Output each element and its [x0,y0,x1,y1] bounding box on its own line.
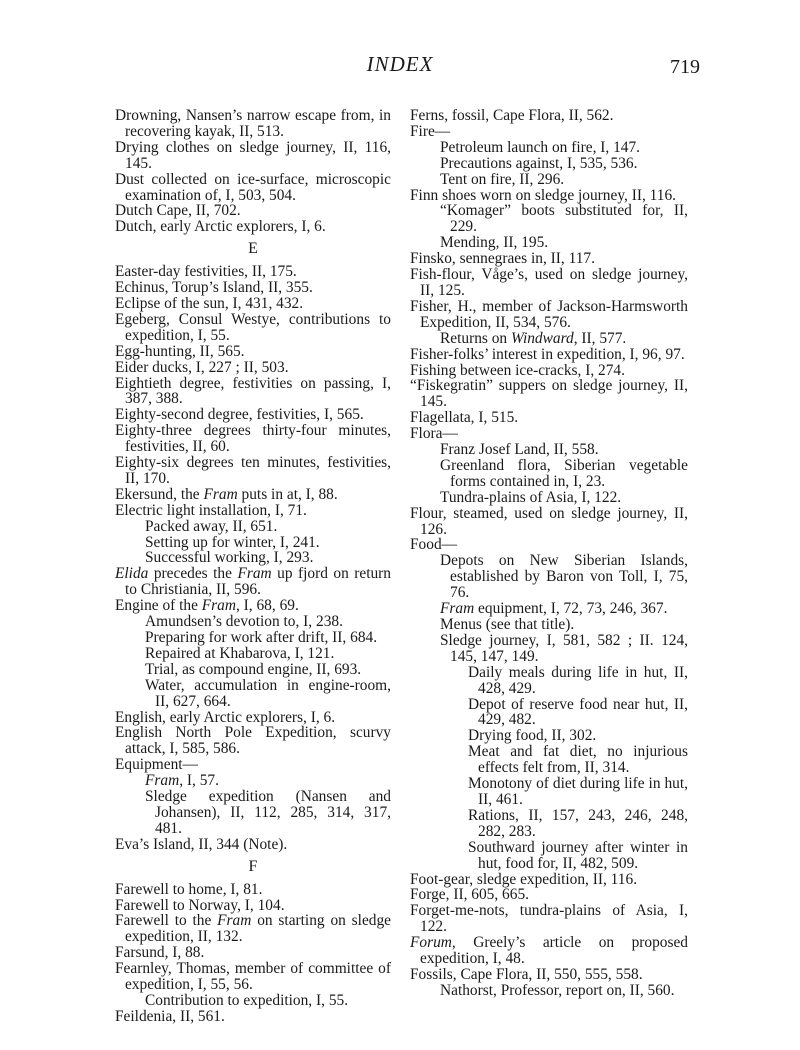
index-entry: Farewell to Norway, I, 104. [115,896,285,914]
index-subentry: “Komager” boots substituted for, II, 229. [440,202,688,236]
index-entry: Electric light installation, I, 71. [115,501,307,519]
index-subentry: Greenland flora, Siberian vegetable forms contained in, I, 23. [440,456,688,490]
index-subentry: Daily meals during life in hut, II, 428, 429. [468,663,688,697]
index-entry: Finn shoes worn on sledge journey, II, 116. [410,186,677,204]
index-entry: Ekersund, the Fram puts in at, I, 88. [115,485,338,503]
index-subentry: Tundra-plains of Asia, I, 122. [440,488,622,506]
index-column-right [410,108,688,999]
index-entry: Eva’s Island, II, 344 (Note). [115,835,288,853]
index-subentry: Depot of reserve food near hut, II, 429, 482. [468,695,688,729]
index-subentry: Southward journey after winter in hut, food for, II, 482, 509. [468,838,688,872]
section-letter: F [248,857,258,875]
index-subentry: Amundsen’s devotion to, I, 238. [145,613,343,631]
index-entry: Eighty-three degrees thirty-four minutes, festivities, II, 60. [115,422,391,456]
index-subentry: Fram equipment, I, 72, 73, 246, 367. [440,600,668,618]
index-entry: Engine of the Fram, I, 68, 69. [115,597,299,615]
index-entry: “Fiskegratin” suppers on sledge journey, II, 145. [410,377,688,411]
index-subentry: Packed away, II, 651. [145,517,278,535]
index-subentry: Meat and fat diet, no injurious effects felt from, II, 314. [468,743,688,777]
index-entry: English North Pole Expedition, scurvy attack, I, 585, 586. [115,724,391,758]
index-subentry: Trial, as compound engine, II, 693. [145,660,362,678]
index-entry: Easter-day festivities, II, 175. [115,263,297,281]
index-entry: Fearnley, Thomas, member of committee of expedition, I, 55, 56. [115,960,391,994]
index-entry: Egg-hunting, II, 565. [115,342,245,360]
index-subentry: Precautions against, I, 535, 536. [440,154,638,172]
index-entry: Forget-me-nots, tundra-plains of Asia, I, 122. [410,902,688,936]
index-entry: Eighty-six degrees ten minutes, festivities, II, 170. [115,454,391,487]
index-entry: Fishing between ice-cracks, I, 274. [410,361,625,379]
index-subentry: Depots on New Siberian Islands, established by Baron von Toll, I, 75, 76. [440,552,688,602]
index-entry: Flour, steamed, used on sledge journey, II, 126. [410,504,688,538]
index-entry: Farewell to the Fram on starting on sledge expedition, II, 132. [115,912,391,946]
index-entry: Dutch Cape, II, 702. [115,202,241,220]
index-entry: Dust collected on ice-surface, microscopic examination of, I, 503, 504. [115,170,391,204]
index-entry: Fish-flour, Våge’s, used on sledge journey, II, 125. [410,266,688,299]
index-entry: Foot-gear, sledge expedition, II, 116. [410,870,638,888]
index-entry: Egeberg, Consul Westye, contributions to expedition, I, 55. [115,310,391,344]
index-entry: Drowning, Nansen’s narrow escape from, in recovering kayak, II, 513. [115,107,391,140]
index-entry: Eightieth degree, festivities on passing, I, 387, 388. [115,374,391,408]
index-subentry: Petroleum launch on fire, I, 147. [440,138,641,156]
index-subentry: Returns on Windward, II, 577. [440,329,627,347]
index-entry: Forge, II, 605, 665. [410,886,529,904]
index-subentry: Mending, II, 195. [440,234,549,252]
index-entry: Elida precedes the Fram up fjord on return to Christiania, II, 596. [115,565,391,599]
page-number: 719 [670,56,700,78]
index-entry: English, early Arctic explorers, I, 6. [115,708,336,726]
index-subentry: Contribution to expedition, I, 55. [145,991,349,1009]
index-entry: Fisher, H., member of Jackson-Harmsworth Expedition, II, 534, 576. [410,297,688,331]
page-header [0,52,800,82]
index-entry: Forum, Greely’s article on proposed expedition, I, 48. [410,934,688,968]
index-entry: Farewell to home, I, 81. [115,880,263,898]
index-subentry: Nathorst, Professor, report on, II, 560. [440,981,675,999]
index-subentry: Successful working, I, 293. [145,549,314,567]
index-subentry: Drying food, II, 302. [468,727,597,745]
index-entry: Dutch, early Arctic explorers, I, 6. [115,218,326,236]
index-entry: Fossils, Cape Flora, II, 550, 555, 558. [410,965,643,983]
index-subentry: Sledge journey, I, 581, 582 ; II. 124, 145, 147, 149. [440,631,688,665]
index-subentry: Repaired at Khabarova, I, 121. [145,644,335,662]
index-column-left [115,108,391,1025]
index-entry: Flagellata, I, 515. [410,409,519,427]
index-subentry: Franz Josef Land, II, 558. [440,441,599,459]
index-entry: Flora— [410,425,458,443]
index-subentry: Fram, I, 57. [145,772,219,790]
section-letter: E [248,240,258,258]
index-entry: Ferns, fossil, Cape Flora, II, 562. [410,107,614,124]
index-entry: Feildenia, II, 561. [115,1007,225,1025]
index-entry: Farsund, I, 88. [115,944,205,962]
index-entry: Equipment— [115,756,198,774]
index-entry: Eider ducks, I, 227 ; II, 503. [115,358,289,376]
index-subentry: Sledge expedition (Nansen and Johansen), II, 112, 285, 314, 317, 481. [145,788,391,837]
index-entry: Fisher-folks’ interest in expedition, I, 96, 97. [410,345,685,363]
index-entry: Eighty-second degree, festivities, I, 565. [115,406,364,424]
index-subentry: Tent on fire, II, 296. [440,170,565,188]
index-entry: Fire— [410,122,451,140]
index-entry: Drying clothes on sledge journey, II, 116, 145. [115,138,391,172]
index-subentry: Water, accumulation in engine-room, II, 627, 664. [145,676,391,710]
index-subentry: Menus (see that title). [440,616,575,633]
index-subentry: Monotony of diet during life in hut, II, 461. [468,775,688,808]
index-entry: Echinus, Torup’s Island, II, 355. [115,279,313,297]
index-entry: Finsko, sennegraes in, II, 117. [410,250,595,268]
index-subentry: Rations, II, 157, 243, 246, 248, 282, 283. [468,806,688,840]
index-subentry: Setting up for winter, I, 241. [145,533,320,551]
running-head: INDEX [366,52,434,76]
index-subentry: Preparing for work after drift, II, 684. [145,629,378,646]
index-entry: Food— [410,536,458,554]
index-entry: Eclipse of the sun, I, 431, 432. [115,294,304,312]
